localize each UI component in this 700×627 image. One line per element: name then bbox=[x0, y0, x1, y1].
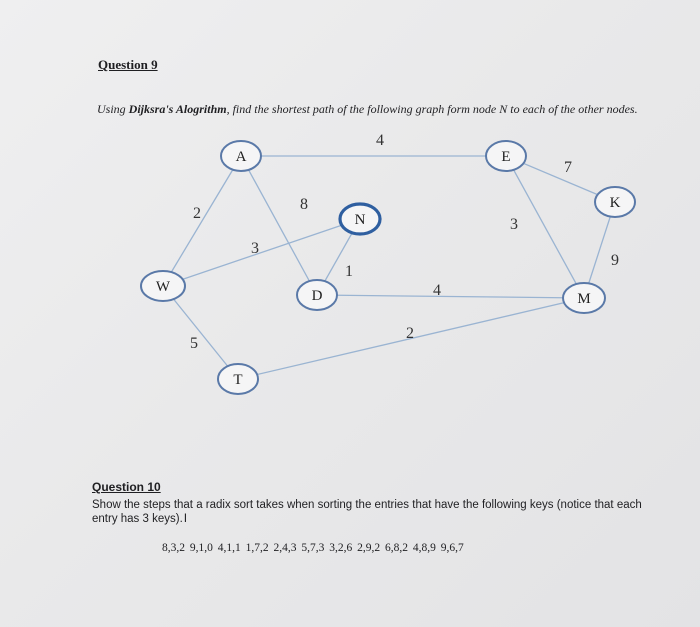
graph-node-label: N bbox=[354, 212, 366, 228]
graph-node-label: W bbox=[155, 279, 171, 295]
edge-weight-k-m: 9 bbox=[611, 252, 619, 269]
graph-node-label: T bbox=[233, 372, 243, 388]
edge-weight-e-k: 7 bbox=[564, 159, 572, 176]
graph-node-a bbox=[221, 141, 261, 171]
question-10-heading: Question 10 bbox=[92, 480, 161, 494]
graph-node-e bbox=[486, 141, 526, 171]
question-9-text-prefix: Using bbox=[97, 102, 129, 116]
graph-node-k bbox=[595, 187, 635, 217]
edge-weight-d-m: 4 bbox=[433, 282, 441, 299]
text-cursor-icon: I bbox=[183, 511, 188, 525]
graph-node-t bbox=[218, 364, 258, 394]
question-10-keys: 8,3,2 9,1,0 4,1,1 1,7,2 2,4,3 5,7,3 3,2,6 2,9,2 6,8,2 4,8,9 9,6,7 bbox=[162, 542, 464, 554]
edge-weight-t-m: 2 bbox=[406, 325, 414, 342]
graph-node-label: K bbox=[609, 195, 621, 211]
graph-node-label: E bbox=[501, 149, 511, 165]
graph-node-w bbox=[141, 271, 185, 301]
edge-weight-w-n: 3 bbox=[251, 240, 259, 257]
question-9-heading: Question 9 bbox=[98, 57, 158, 72]
graph-node-label: A bbox=[235, 149, 247, 165]
graph-node-label: M bbox=[577, 291, 591, 307]
edge-weight-a-e: 4 bbox=[376, 132, 384, 149]
edge-weight-e-m: 3 bbox=[510, 216, 518, 233]
edge-weight-w-t: 5 bbox=[190, 335, 198, 352]
graph-node-d bbox=[297, 280, 337, 310]
graph-edge-a-w bbox=[163, 156, 241, 286]
edge-weight-a-w: 2 bbox=[193, 205, 201, 222]
question-9-text-suffix: , find the shortest path of the following graph form node N to each of the other nodes. bbox=[226, 102, 638, 116]
question-10-text bbox=[92, 499, 662, 526]
question-10-text-body: Show the steps that a radix sort takes when sorting the entries that have the following keys (notice that each entry has 3 keys). bbox=[92, 499, 642, 525]
graph-edges bbox=[163, 156, 615, 379]
graph-node-n bbox=[340, 204, 380, 234]
question-9-algorithm-name: Dijksra's Alogrithm bbox=[128, 102, 227, 116]
edge-weight-n-d: 1 bbox=[345, 263, 353, 280]
edge-weight-a-d: 8 bbox=[300, 196, 308, 213]
graph-node-label: D bbox=[311, 288, 323, 304]
graph-edge-a-d bbox=[241, 156, 317, 295]
graph-node-m bbox=[563, 283, 605, 313]
graph-edge-w-n bbox=[163, 219, 360, 286]
graph-edge-d-m bbox=[317, 295, 584, 298]
